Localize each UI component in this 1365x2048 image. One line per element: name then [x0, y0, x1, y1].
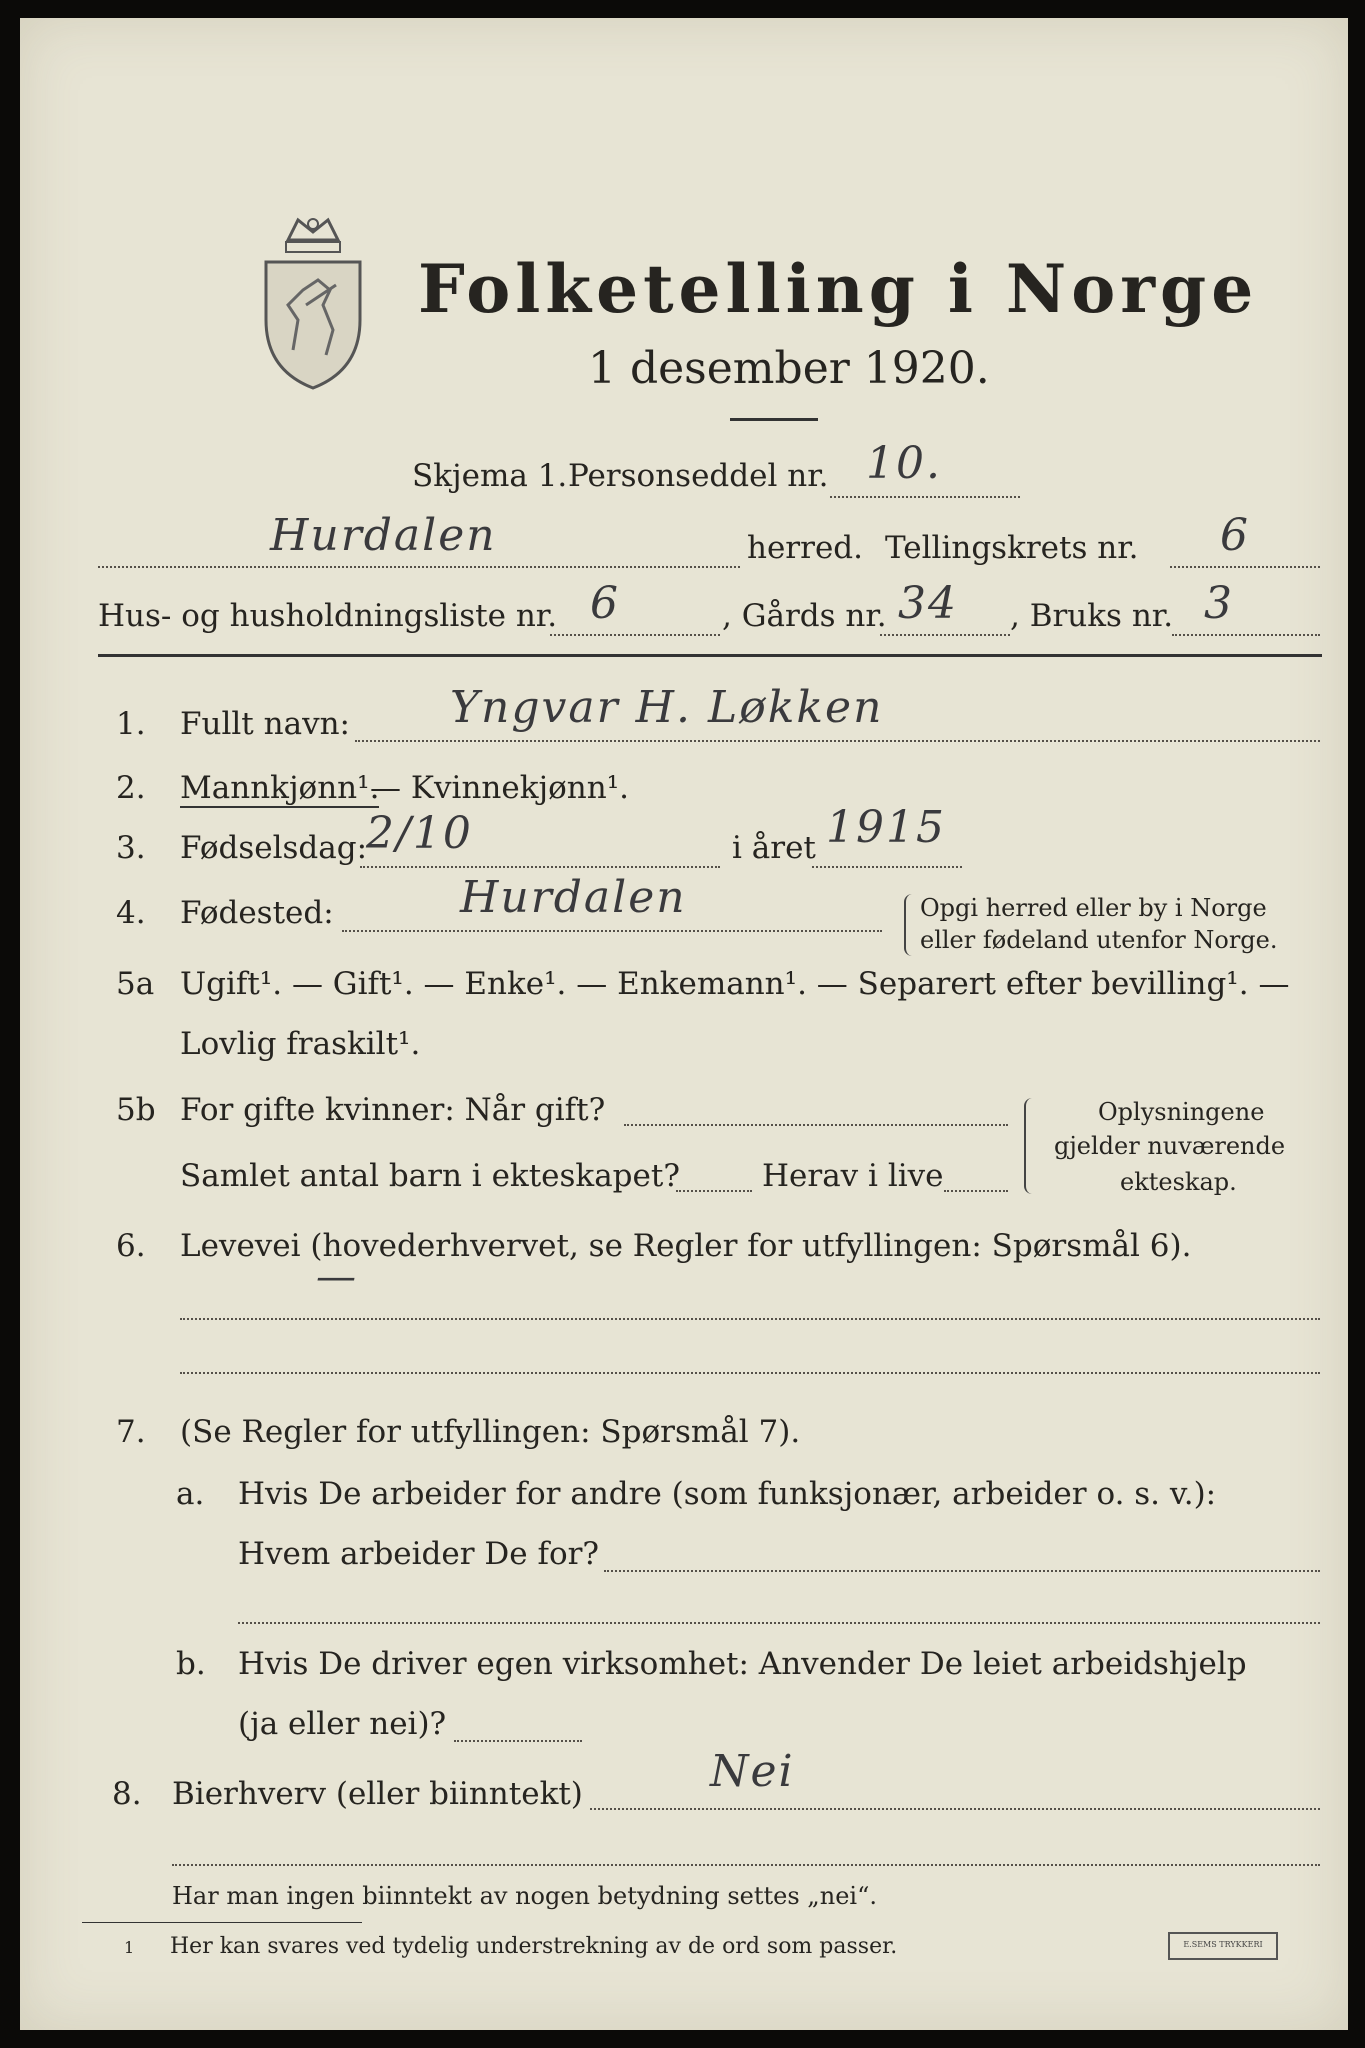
tellingskrets-value: 6	[1220, 510, 1250, 561]
bruks-value: 3	[1204, 578, 1234, 629]
q7a-line-2-label: Hvem arbeider De for?	[238, 1536, 600, 1572]
q6-line-1	[180, 1318, 1320, 1320]
q7b-line-1: Hvis De driver egen virksomhet: Anvender De leiet arbeidshjelp	[238, 1646, 1247, 1682]
q2-female-option: — Kvinnekjønn¹.	[370, 770, 629, 806]
q1-label: Fullt navn:	[180, 706, 350, 742]
tellingskrets-label: Tellingskrets nr.	[885, 530, 1139, 566]
q4-number: 4.	[116, 895, 146, 931]
gards-line	[880, 634, 1010, 636]
q7b-line-2-label: (ja eller nei)?	[238, 1706, 447, 1742]
tellingskrets-line	[1170, 566, 1320, 568]
q4-note-line-1: Opgi herred eller by i Norge	[920, 894, 1267, 922]
q7a-answer-line-2	[238, 1622, 1320, 1624]
q5b-line-1-label: For gifte kvinner: Når gift?	[180, 1092, 606, 1128]
q3-label: Fødselsdag:	[180, 830, 368, 866]
q5b-brace	[1024, 1098, 1034, 1194]
q6-value: —	[316, 1254, 358, 1300]
q7a-line-1: Hvis De arbeider for andre (som funksjonær, arbeider o. s. v.):	[238, 1476, 1217, 1512]
q3-year-value: 1915	[826, 802, 946, 853]
q5a-number: 5a	[116, 966, 155, 1002]
herred-value: Hurdalen	[270, 510, 497, 561]
q5b-children-label: Samlet antal barn i ekteskapet?	[180, 1158, 680, 1194]
q6-line-2	[180, 1372, 1320, 1374]
q5b-note-line-3: ekteskap.	[1120, 1168, 1237, 1196]
footnote-text: Her kan svares ved tydelig understrekning av de ord som passer.	[170, 1934, 898, 1959]
personseddel-line	[830, 496, 1020, 498]
q7a-letter: a.	[176, 1476, 205, 1512]
q5b-note-line-2: gjelder nuværende	[1054, 1132, 1286, 1160]
q7b-letter: b.	[176, 1646, 206, 1682]
q5b-married-line	[624, 1124, 1008, 1126]
q7-number: 7.	[116, 1414, 146, 1450]
q5b-note-line-1: Oplysningene	[1098, 1098, 1265, 1126]
q8-label: Bierhverv (eller biinntekt)	[172, 1776, 583, 1812]
gards-label: , Gårds nr.	[722, 598, 887, 634]
hus-line	[550, 634, 720, 636]
q2-number: 2.	[116, 770, 146, 806]
q4-note-line-2: eller fødeland utenfor Norge.	[920, 926, 1278, 954]
q7-label: (Se Regler for utfyllingen: Spørsmål 7).	[180, 1414, 801, 1450]
q8-value: Nei	[710, 1746, 795, 1797]
footer-note: Har man ingen biinntekt av nogen betydning settes „nei“.	[172, 1882, 877, 1910]
form-subtitle: 1 desember 1920.	[588, 343, 990, 394]
q5b-alive-line	[944, 1190, 1008, 1192]
hus-label: Hus- og husholdningsliste nr.	[98, 598, 558, 634]
q3-year-label: i året	[732, 830, 816, 866]
footer-divider	[82, 1922, 362, 1923]
q1-value: Yngvar H. Løkken	[450, 682, 884, 733]
q3-number: 3.	[116, 830, 146, 866]
census-form-sheet	[20, 18, 1348, 2030]
bruks-label: , Bruks nr.	[1010, 598, 1174, 634]
q8-line-2	[172, 1864, 1320, 1866]
q3-value: 2/10	[366, 808, 473, 859]
q4-value: Hurdalen	[460, 872, 687, 923]
q4-brace	[904, 894, 914, 956]
q6-number: 6.	[116, 1228, 146, 1264]
q8-line-1	[590, 1808, 1320, 1810]
bruks-line	[1172, 634, 1320, 636]
schema-label: Skjema 1.	[412, 458, 568, 494]
personseddel-value: 10.	[866, 438, 942, 489]
q8-number: 8.	[112, 1776, 142, 1812]
q2-male-option: Mannkjønn¹.	[180, 770, 380, 806]
herred-label: herred.	[747, 530, 863, 566]
title-divider	[730, 418, 818, 421]
q5a-options-line-1: Ugift¹. — Gift¹. — Enke¹. — Enkemann¹. — Separert efter bevilling¹. —	[180, 966, 1290, 1002]
q5b-children-line	[676, 1190, 752, 1192]
form-title: Folketelling i Norge	[418, 250, 1259, 328]
hus-value: 6	[590, 578, 620, 629]
herred-line	[98, 566, 740, 568]
q5a-options-line-2: Lovlig fraskilt¹.	[180, 1026, 421, 1062]
gards-value: 34	[898, 578, 958, 629]
q7b-answer-line	[454, 1740, 582, 1742]
footnote-mark: 1	[124, 1938, 135, 1957]
q4-line	[342, 930, 882, 932]
q5b-alive-label: Herav i live	[762, 1158, 944, 1194]
q1-line	[355, 740, 1320, 742]
q5b-number: 5b	[116, 1092, 156, 1128]
coat-of-arms-icon	[258, 210, 368, 395]
q3-line	[360, 866, 720, 868]
q3-year-line	[812, 866, 962, 868]
printer-stamp-text: E.SEMS TRYKKERI	[1183, 1940, 1263, 1949]
q7a-answer-line-1	[604, 1570, 1320, 1572]
q6-label: Levevei (hovederhvervet, se Regler for utfyllingen: Spørsmål 6).	[180, 1228, 1192, 1264]
personseddel-label: Personseddel nr.	[568, 458, 829, 494]
q1-number: 1.	[116, 706, 146, 742]
q4-label: Fødested:	[180, 895, 334, 931]
header-divider	[98, 654, 1322, 657]
printer-stamp	[1168, 1932, 1278, 1960]
